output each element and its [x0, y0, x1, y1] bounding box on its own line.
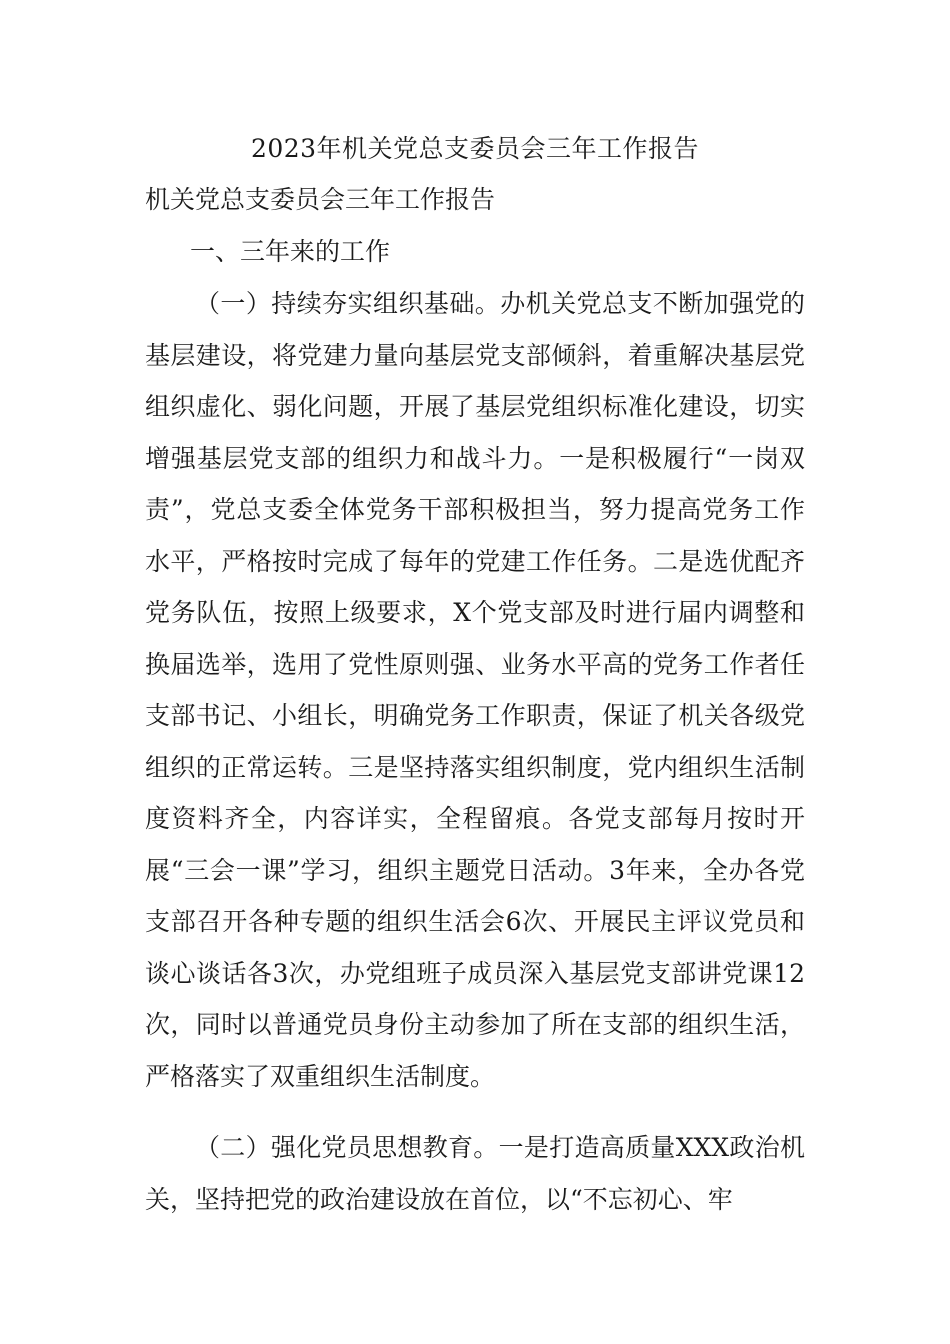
body-paragraph: （二）强化党员思想教育。一是打造高质量XXX政治机关，坚持把党的政治建设放在首位，以“不忘初心、牢: [145, 1133, 805, 1214]
document-title: 2023年机关党总支委员会三年工作报告: [250, 134, 700, 163]
document-subtitle: 机关党总支委员会三年工作报告: [145, 185, 496, 214]
body-paragraph: （一）持续夯实组织基础。办机关党总支不断加强党的基层建设，将党建力量向基层党支部倾斜，着重解决基层党组织虚化、弱化问题，开展了基层党组织标准化建设，切实增强基层党支部的组织力和战斗力。一是积极履行“一岗双责”，党总支委全体党务干部积极担当，努力提高党务工作水平，严格按时完成了每年的党建工作任务。二是选优配齐党务队伍，按照上级要求，X个党支部及时进行届内调整和换届选举，选用了党性原则强、业务水平高的党务工作者任支部书记、小组长，明确党务工作职责，保证了机关各级党组织的正常运转。三是坚持落实组织制度，党内组织生活制度资料齐全，内容详实，全程留痕。各党支部每月按时开展“三会一课”学习，组织主题党日活动。3年来，全办各党支部召开各种专题的组织生活会6次、开展民主评议党员和谈心谈话各3次，办党组班子成员深入基层党支部讲党课12次，同时以普通党员身份主动参加了所在支部的组织生活，严格落实了双重组织生活制度。: [145, 289, 805, 1091]
section-heading: 一、三年来的工作: [190, 237, 391, 266]
